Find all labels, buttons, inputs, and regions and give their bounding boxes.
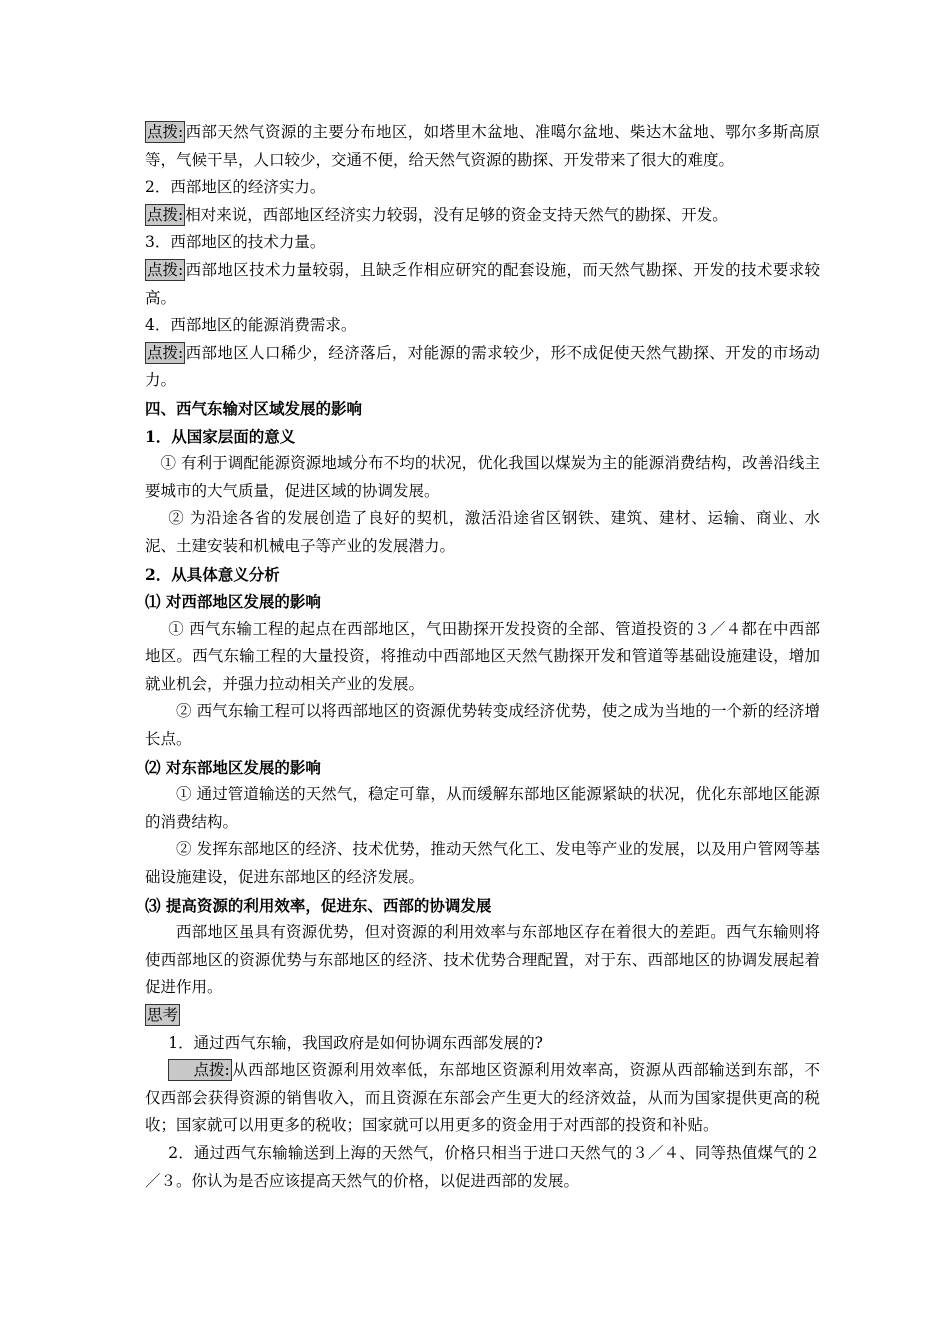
subheading-east-impact (145, 754, 820, 782)
hint-label: 点拨: (147, 260, 184, 279)
hint-label: 点拨: (147, 205, 184, 224)
hint-energy-demand (145, 340, 820, 395)
national-point-2 (145, 505, 820, 560)
block-text: 2．西部地区的经济实力。 (145, 178, 326, 197)
block-text: 四、西气东输对区域发展的影响 (145, 398, 363, 418)
block-text: 3．西部地区的技术力量。 (145, 233, 326, 252)
block-text: ② 发挥东部地区的经济、技术优势，推动天然气化工、发电等产业的发展，以及用户管网等基础设施建设，促进东部地区的经济发展。 (145, 840, 820, 887)
hint-technical-strength (145, 257, 820, 312)
question-2 (145, 1140, 820, 1195)
block-text: ⑴ 对西部地区发展的影响 (145, 592, 321, 612)
item-economic-strength (145, 174, 820, 202)
think-label (145, 1002, 820, 1030)
east-point-1 (145, 781, 820, 836)
block-text: 西部地区虽具有资源优势，但对资源的利用效率与东部地区存在着很大的差距。西气东输则将使西部地区的资源优势与东部地区的经济、技术优势合理配置，对于东、西部地区的协调发展起着促进作用。 (145, 923, 820, 997)
block-text: 相对来说，西部地区经济实力较弱，没有足够的资金支持天然气的勘探、开发。 (185, 205, 728, 224)
section-heading-4 (145, 395, 820, 423)
subheading-efficiency (145, 892, 820, 920)
block-text: 4．西部地区的能源消费需求。 (145, 316, 357, 335)
hint-label: 点拨: (147, 123, 184, 141)
block-text: 2．通过西气东输输送到上海的天然气，价格只相当于进口天然气的３／４、同等热值煤气的２／３。你认为是否应该提高天然气的价格，以促进西部的发展。 (145, 1143, 820, 1190)
question-1 (145, 1030, 820, 1058)
block-text: 1．通过西气东输，我国政府是如何协调东西部发展的? (168, 1033, 543, 1052)
hint-label: 点拨: (168, 1059, 231, 1081)
west-point-1 (145, 616, 820, 699)
item-energy-demand (145, 312, 820, 340)
west-point-2 (145, 698, 820, 753)
block-text: ① 有利于调配能源资源地域分布不均的状况，优化我国以煤炭为主的能源消费结构，改善沿线主要城市的大气质量，促进区域的协调发展。 (145, 454, 820, 500)
block-text: 西部地区人口稀少，经济落后，对能源的需求较少，形不成促使天然气勘探、开发的市场动力。 (145, 343, 820, 390)
block-text: ② 西气东输工程可以将西部地区的资源优势转变成经济优势，使之成为当地的一个新的经济增长点。 (145, 702, 820, 749)
think-label-box: 思考 (147, 1006, 179, 1024)
block-text: 西部地区技术力量较弱，且缺乏作相应研究的配套设施，而天然气勘探、开发的技术要求较高。 (145, 260, 820, 307)
hint-economic-strength (145, 202, 820, 230)
block-text: 从西部地区资源利用效率低，东部地区资源利用效率高，资源从西部输送到东部，不仅西部会获得资源的销售收入，而且资源在东部会产生更大的经济效益，从而为国家提供更高的税收；国家就可以用更多的税收；国家就可以用更多的资金用于对西部的投资和补贴。 (145, 1061, 820, 1135)
hint-label: 点拨: (147, 343, 184, 362)
block-text: ⑵ 对东部地区发展的影响 (145, 757, 321, 777)
block-text: 1．从国家层面的意义 (145, 426, 296, 446)
east-point-2 (145, 836, 820, 891)
subheading-national-level (145, 423, 820, 451)
answer-1 (145, 1057, 820, 1140)
block-text: ② 为沿途各省的发展创造了良好的契机，激活沿途省区钢铁、建筑、建材、运输、商业、水泥、土建安装和机械电子等产业的发展潜力。 (145, 509, 820, 555)
item-technical-strength (145, 229, 820, 257)
efficiency-paragraph (145, 919, 820, 1002)
block-text: 西部天然气资源的主要分布地区，如塔里木盆地、准噶尔盆地、柴达木盆地、鄂尔多斯高原等，气候干旱，人口较少，交通不便，给天然气资源的勘探、开发带来了很大的难度。 (145, 123, 820, 169)
subheading-west-impact (145, 588, 820, 616)
block-text: ① 西气东输工程的起点在西部地区，气田勘探开发投资的全部、管道投资的３／４都在中西部地区。西气东输工程的大量投资，将推动中西部地区天然气勘探开发和管道等基础设施建设，增加就业机会，并强力拉动相关产业的发展。 (145, 619, 820, 693)
subheading-specific-analysis (145, 561, 820, 589)
block-text: ⑶ 提高资源的利用效率，促进东、西部的协调发展 (145, 895, 492, 915)
hint-natural-gas-distribution (145, 119, 820, 174)
document-page (145, 119, 820, 1195)
block-text: ① 通过管道输送的天然气，稳定可靠，从而缓解东部地区能源紧缺的状况，优化东部地区能源的消费结构。 (145, 785, 820, 831)
block-text: 2．从具体意义分析 (145, 564, 280, 584)
national-point-1 (145, 450, 820, 505)
